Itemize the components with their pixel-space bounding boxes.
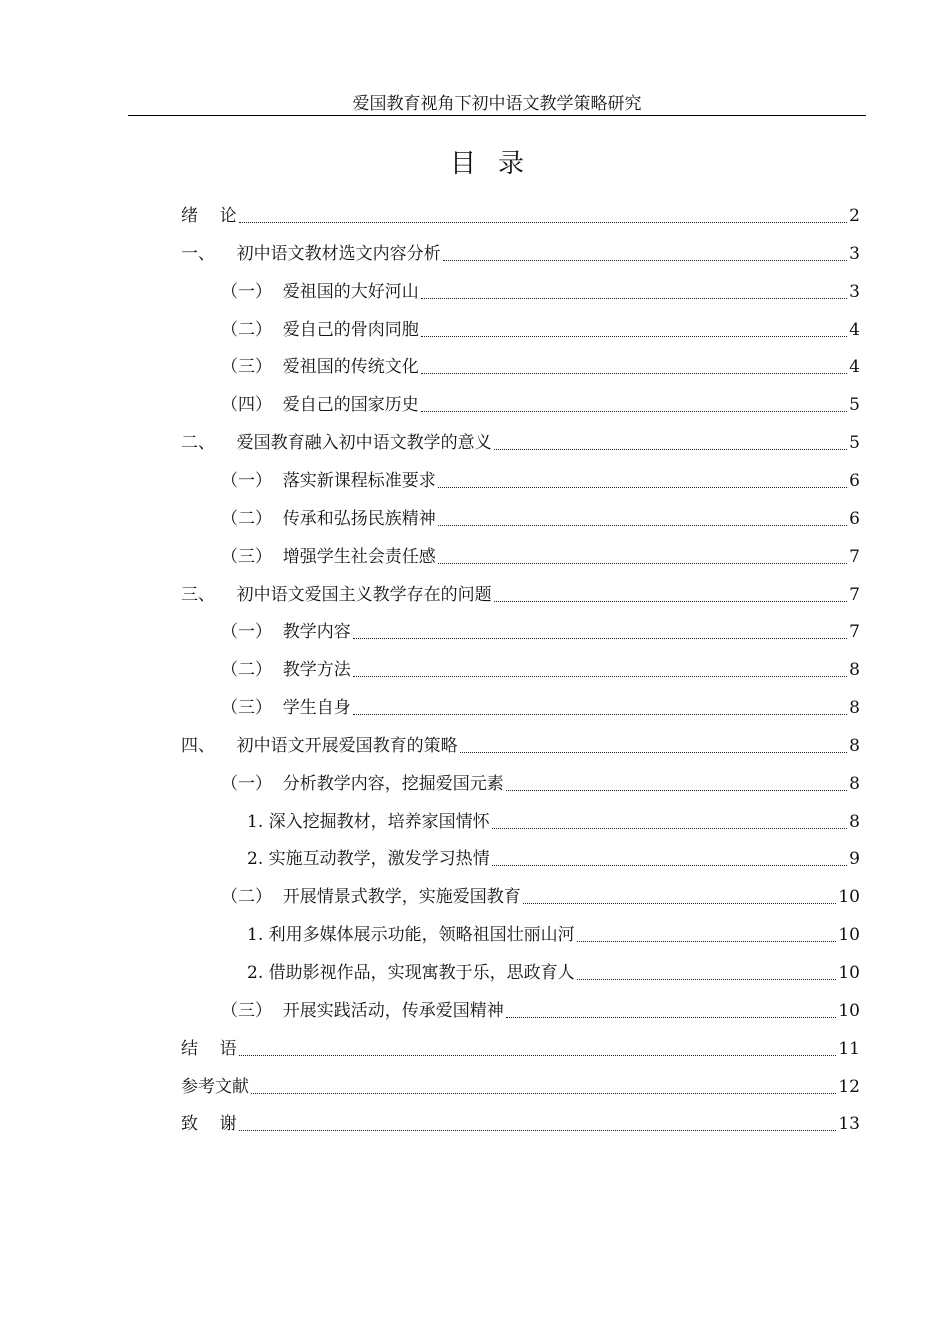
toc-entry-label: 1. 深入挖掘教材，培养家国情怀 [247, 812, 490, 832]
toc-entry[interactable] [221, 619, 860, 645]
toc-entry-page-number: 4 [849, 357, 860, 377]
toc-entry-page-number: 13 [838, 1114, 860, 1134]
toc-entry-page-number: 5 [849, 433, 860, 453]
toc-entry-page-number: 2 [849, 206, 860, 226]
toc-dot-leader [443, 260, 848, 261]
toc-entry[interactable] [221, 998, 860, 1024]
toc-dot-leader [421, 336, 847, 337]
toc-dot-leader [492, 828, 848, 829]
toc-entry-label: 四、 初中语文开展爱国教育的策略 [181, 736, 458, 756]
toc-entry-label: （三） 学生自身 [221, 698, 351, 718]
toc-entry-page-number: 5 [849, 395, 860, 415]
toc-dot-leader [494, 601, 848, 602]
toc-entry[interactable] [221, 695, 860, 721]
toc-entry-label: （一） 落实新课程标准要求 [221, 471, 436, 491]
toc-entry[interactable] [181, 1111, 860, 1137]
toc-entry-label: （三） 增强学生社会责任感 [221, 547, 436, 567]
toc-entry[interactable] [221, 657, 860, 683]
toc-entry-label: 绪 论 [181, 206, 237, 226]
toc-dot-leader [506, 790, 847, 791]
toc-entry[interactable] [221, 544, 860, 570]
toc-entry-page-number: 8 [849, 660, 860, 680]
toc-entry-label: （一） 教学内容 [221, 622, 351, 642]
toc-entry-page-number: 8 [849, 812, 860, 832]
toc-dot-leader [239, 222, 848, 223]
toc-entry-label: 致 谢 [181, 1114, 237, 1134]
toc-dot-leader [492, 865, 848, 866]
toc-dot-leader [421, 411, 847, 412]
toc-entry[interactable] [181, 241, 860, 267]
toc-entry-page-number: 8 [849, 698, 860, 718]
toc-entry-page-number: 7 [849, 585, 860, 605]
toc-entry-page-number: 3 [849, 244, 860, 264]
toc-entry[interactable] [247, 922, 860, 948]
toc-entry-label: 参考文献 [181, 1077, 249, 1097]
toc-dot-leader [421, 298, 847, 299]
toc-entry[interactable] [181, 1036, 860, 1062]
toc-entry[interactable] [181, 203, 860, 229]
toc-entry-label: （四） 爱自己的国家历史 [221, 395, 419, 415]
toc-entry-label: （三） 开展实践活动，传承爱国精神 [221, 1001, 504, 1021]
toc-entry-label: （三） 爱祖国的传统文化 [221, 357, 419, 377]
toc-entry[interactable] [247, 846, 860, 872]
toc-entry-page-number: 6 [849, 471, 860, 491]
toc-entry[interactable] [221, 392, 860, 418]
toc-entry-page-number: 3 [849, 282, 860, 302]
running-header: 爱国教育视角下初中语文教学策略研究 [352, 94, 642, 114]
toc-entry[interactable] [181, 582, 860, 608]
toc-entry-page-number: 7 [849, 622, 860, 642]
toc-entry[interactable] [221, 506, 860, 532]
toc-entry-page-number: 6 [849, 509, 860, 529]
toc-dot-leader [438, 487, 847, 488]
toc-entry[interactable] [221, 771, 860, 797]
toc-entry-label: （二） 爱自己的骨肉同胞 [221, 320, 419, 340]
toc-dot-leader [239, 1055, 837, 1056]
toc-entry[interactable] [221, 468, 860, 494]
toc-entry-page-number: 10 [838, 963, 860, 983]
toc-entry-label: （二） 开展情景式教学，实施爱国教育 [221, 887, 521, 907]
toc-entry-page-number: 8 [849, 736, 860, 756]
toc-entry-label: 2. 实施互动教学，激发学习热情 [247, 849, 490, 869]
toc-entry-page-number: 9 [849, 849, 860, 869]
toc-entry-label: 结 语 [181, 1039, 237, 1059]
toc-entry-label: 三、 初中语文爱国主义教学存在的问题 [181, 585, 492, 605]
toc-entry[interactable] [247, 809, 860, 835]
toc-dot-leader [438, 525, 847, 526]
toc-entry-page-number: 10 [838, 1001, 860, 1021]
toc-entry-label: 二、 爱国教育融入初中语文教学的意义 [181, 433, 492, 453]
toc-entry[interactable] [181, 1074, 860, 1100]
toc-dot-leader [523, 903, 837, 904]
toc-dot-leader [353, 714, 847, 715]
toc-entry-page-number: 8 [849, 774, 860, 794]
toc-entry[interactable] [221, 317, 860, 343]
toc-entry-page-number: 10 [838, 887, 860, 907]
toc-title: 目录 [449, 149, 546, 179]
toc-entry[interactable] [247, 960, 860, 986]
toc-entry-label: （二） 传承和弘扬民族精神 [221, 509, 436, 529]
toc-dot-leader [353, 638, 847, 639]
toc-entry-page-number: 4 [849, 320, 860, 340]
header-rule [128, 115, 866, 116]
toc-dot-leader [251, 1093, 836, 1094]
toc-dot-leader [353, 676, 847, 677]
toc-entry-label: 一、 初中语文教材选文内容分析 [181, 244, 441, 264]
toc-dot-leader [494, 449, 848, 450]
toc-dot-leader [577, 979, 837, 980]
toc-entry-label: （一） 分析教学内容，挖掘爱国元素 [221, 774, 504, 794]
toc-dot-leader [438, 563, 847, 564]
toc-entry[interactable] [221, 354, 860, 380]
toc-entry[interactable] [181, 733, 860, 759]
toc-entry-label: 2. 借助影视作品，实现寓教于乐，思政育人 [247, 963, 575, 983]
toc-entry[interactable] [221, 279, 860, 305]
toc-dot-leader [239, 1130, 837, 1131]
toc-dot-leader [577, 941, 837, 942]
toc-dot-leader [421, 373, 847, 374]
toc-entry[interactable] [221, 884, 860, 910]
toc-entry-page-number: 12 [838, 1077, 860, 1097]
toc-dot-leader [460, 752, 848, 753]
toc-entry-page-number: 11 [838, 1039, 860, 1059]
toc-entry-page-number: 10 [838, 925, 860, 945]
toc-entry-label: （一） 爱祖国的大好河山 [221, 282, 419, 302]
toc-entry-page-number: 7 [849, 547, 860, 567]
toc-dot-leader [506, 1017, 837, 1018]
toc-entry-label: （二） 教学方法 [221, 660, 351, 680]
toc-entry-label: 1. 利用多媒体展示功能，领略祖国壮丽山河 [247, 925, 575, 945]
toc-entry[interactable] [181, 430, 860, 456]
